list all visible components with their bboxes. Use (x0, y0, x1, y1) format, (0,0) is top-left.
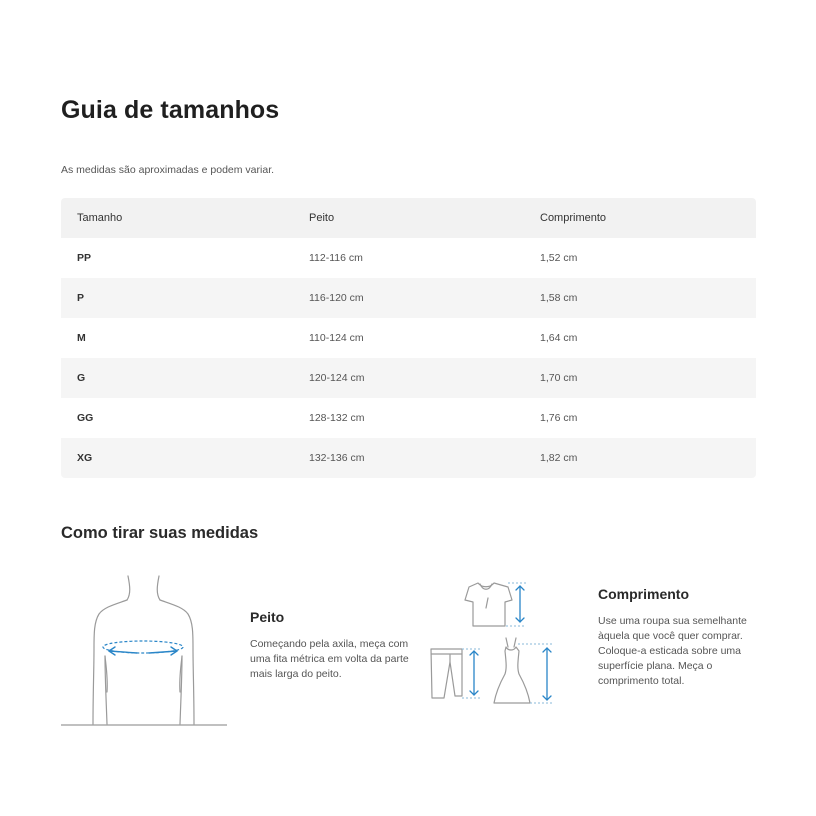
size-cell: M (77, 332, 86, 344)
size-table (61, 198, 756, 478)
size-cell: GG (77, 412, 94, 424)
chest-cell: 112-116 cm (309, 252, 363, 264)
header-length: Comprimento (540, 212, 607, 224)
length-cell: 1,58 cm (540, 292, 578, 304)
page-subtitle: As medidas são aproximadas e podem variar. (61, 164, 275, 176)
torso-measure-icon (61, 574, 227, 728)
chest-cell: 120-124 cm (309, 372, 365, 384)
length-cell: 1,70 cm (540, 372, 578, 384)
header-chest: Peito (309, 212, 335, 224)
clothes-length-icon (428, 578, 558, 708)
chest-cell: 110-124 cm (309, 332, 364, 344)
table-header-row (61, 198, 756, 238)
size-cell: P (77, 292, 85, 304)
length-title: Comprimento (598, 586, 689, 602)
size-cell: G (77, 372, 86, 384)
length-cell: 1,52 cm (540, 252, 578, 264)
chest-cell: 128-132 cm (309, 412, 365, 424)
table-row (61, 318, 756, 358)
length-cell: 1,64 cm (540, 332, 578, 344)
header-size: Tamanho (77, 212, 123, 224)
table-row (61, 358, 756, 398)
chest-cell: 132-136 cm (309, 452, 365, 464)
length-cell: 1,82 cm (540, 452, 578, 464)
page-title: Guia de tamanhos (61, 96, 280, 124)
size-cell: PP (77, 252, 92, 264)
table-row (61, 238, 756, 278)
table-row (61, 278, 756, 318)
measure-section-title: Como tirar suas medidas (61, 524, 259, 542)
length-instructions: Use uma roupa sua semelhante àquela que você quer comprar. Coloque-a esticada sobre uma superfície plana. Meça o comprimento total. (598, 615, 747, 687)
size-cell: XG (77, 452, 93, 464)
chest-cell: 116-120 cm (309, 292, 364, 304)
length-cell: 1,76 cm (540, 412, 578, 424)
chest-title: Peito (250, 609, 285, 625)
table-row (61, 398, 756, 438)
table-row (61, 438, 756, 478)
chest-instructions: Começando pela axila, meça com uma fita métrica em volta da parte mais larga do peito. (250, 638, 409, 680)
